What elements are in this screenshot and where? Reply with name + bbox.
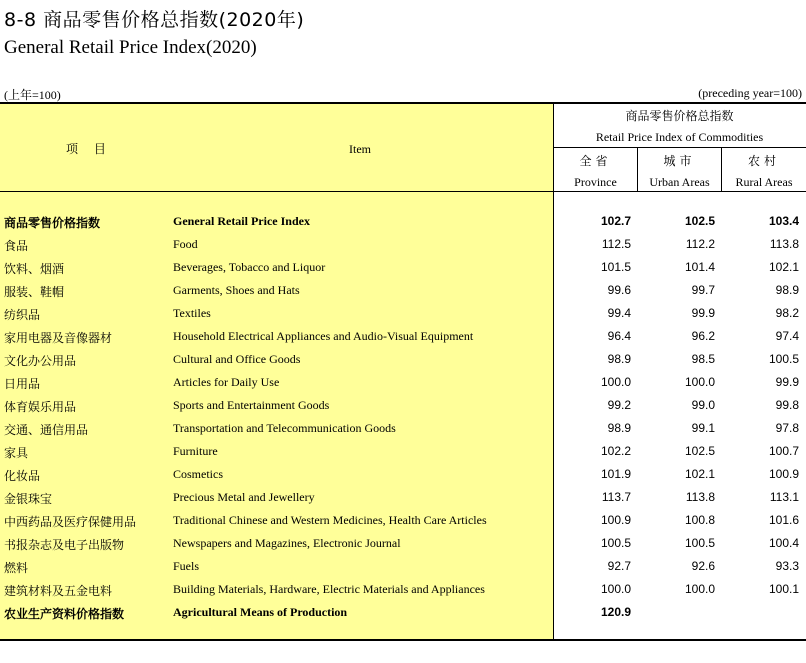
row-label-cn: 交通、通信用品 — [4, 423, 89, 437]
row-label-en: Traditional Chinese and Western Medicines, Health Care Articles — [173, 513, 487, 527]
header-group-en: Retail Price Index of Commodities — [595, 130, 764, 144]
value-rural: 100.5 — [768, 352, 799, 366]
value-rural: 102.1 — [768, 260, 799, 274]
row-label-en: Newspapers and Magazines, Electronic Journal — [173, 536, 401, 550]
value-urban: 102.1 — [684, 467, 715, 481]
row-label-cn: 中西药品及医疗保健用品 — [4, 515, 137, 529]
row-label-en: General Retail Price Index — [173, 214, 310, 228]
value-province: 98.9 — [607, 352, 631, 366]
row-label-en: Textiles — [173, 306, 211, 320]
value-urban: 99.7 — [691, 283, 715, 297]
row-label-en: Sports and Entertainment Goods — [173, 398, 330, 412]
table-row — [0, 394, 806, 417]
header-bottom-rule — [0, 191, 806, 192]
header-item-en: Item — [349, 142, 371, 156]
header-province-cn: 全省 — [579, 154, 612, 168]
value-rural: 113.1 — [769, 490, 799, 504]
row-label-cn: 燃料 — [4, 561, 29, 575]
value-rural: 97.8 — [775, 421, 799, 435]
value-province: 120.9 — [600, 605, 631, 619]
value-urban: 99.1 — [691, 421, 715, 435]
value-province: 112.5 — [601, 237, 631, 251]
row-label-cn: 建筑材料及五金电料 — [4, 584, 113, 598]
value-rural: 100.4 — [768, 536, 799, 550]
table-row — [0, 279, 806, 302]
value-province: 102.7 — [600, 214, 631, 228]
value-province: 101.9 — [600, 467, 631, 481]
row-label-en: Garments, Shoes and Hats — [173, 283, 300, 297]
row-label-en: Cultural and Office Goods — [173, 352, 301, 366]
value-province: 101.5 — [600, 260, 631, 274]
row-label-en: Agricultural Means of Production — [173, 605, 348, 619]
value-urban: 113.8 — [685, 490, 715, 504]
row-label-cn: 化妆品 — [4, 469, 41, 483]
page-title-cn: 8-8 商品零售价格总指数(2020年) — [4, 9, 305, 31]
row-label-cn: 家具 — [4, 446, 29, 460]
table-row — [0, 463, 806, 486]
table-row — [0, 578, 806, 601]
table-row — [0, 417, 806, 440]
row-label-cn: 食品 — [4, 239, 29, 253]
table-row — [0, 233, 806, 256]
table-row — [0, 210, 806, 233]
table-row — [0, 348, 806, 371]
table-row — [0, 302, 806, 325]
value-province: 92.7 — [607, 559, 631, 573]
table-row — [0, 440, 806, 463]
value-urban: 96.2 — [691, 329, 715, 343]
value-rural: 98.2 — [775, 306, 799, 320]
row-label-cn: 农业生产资料价格指数 — [4, 607, 125, 621]
row-label-cn: 日用品 — [4, 377, 41, 391]
row-label-en: Precious Metal and Jewellery — [173, 490, 315, 504]
value-urban: 100.5 — [684, 536, 715, 550]
value-rural: 97.4 — [775, 329, 799, 343]
value-urban: 112.2 — [685, 237, 715, 251]
row-label-cn: 金银珠宝 — [4, 492, 53, 506]
row-label-en: Furniture — [173, 444, 218, 458]
value-rural: 100.1 — [768, 582, 799, 596]
row-label-cn: 书报杂志及电子出版物 — [4, 538, 125, 552]
unit-note-cn: (上年=100) — [4, 88, 61, 102]
table-row — [0, 325, 806, 348]
row-label-cn: 服装、鞋帽 — [4, 285, 65, 299]
value-province: 100.0 — [600, 375, 631, 389]
value-rural: 100.9 — [768, 467, 799, 481]
value-rural: 99.9 — [775, 375, 799, 389]
row-label-en: Fuels — [173, 559, 200, 573]
row-label-en: Beverages, Tobacco and Liquor — [173, 260, 326, 274]
row-label-cn: 家用电器及音像器材 — [4, 331, 113, 345]
table-row — [0, 532, 806, 555]
value-province: 99.2 — [607, 398, 631, 412]
header-rural-en: Rural Areas — [735, 175, 793, 189]
row-label-cn: 商品零售价格指数 — [4, 216, 101, 230]
value-rural: 98.9 — [775, 283, 799, 297]
value-urban: 98.5 — [691, 352, 715, 366]
group-header-rule — [553, 147, 806, 148]
value-province: 113.7 — [601, 490, 631, 504]
value-urban: 99.0 — [691, 398, 715, 412]
row-label-en: Food — [173, 237, 198, 251]
value-urban: 100.0 — [684, 375, 715, 389]
table-row — [0, 486, 806, 509]
value-rural: 113.8 — [769, 237, 799, 251]
row-label-en: Articles for Daily Use — [173, 375, 280, 389]
value-urban: 102.5 — [684, 444, 715, 458]
row-label-cn: 饮料、烟酒 — [4, 262, 65, 276]
page-title-en: General Retail Price Index(2020) — [4, 37, 257, 58]
value-rural: 101.6 — [768, 513, 799, 527]
unit-note-en: (preceding year=100) — [698, 86, 802, 100]
value-rural: 100.7 — [768, 444, 799, 458]
header-group-cn: 商品零售价格总指数 — [625, 109, 734, 123]
table-row — [0, 601, 806, 624]
row-label-en: Household Electrical Appliances and Audio-Visual Equipment — [173, 329, 474, 343]
value-urban: 100.8 — [684, 513, 715, 527]
value-province: 100.0 — [600, 582, 631, 596]
table-bottom-rule — [0, 639, 806, 641]
row-label-en: Building Materials, Hardware, Electric Materials and Appliances — [173, 582, 485, 596]
value-province: 100.5 — [600, 536, 631, 550]
value-province: 96.4 — [607, 329, 631, 343]
value-province: 102.2 — [600, 444, 631, 458]
header-rural-cn: 农村 — [747, 154, 780, 168]
table-row — [0, 371, 806, 394]
value-urban: 101.4 — [684, 260, 715, 274]
header-item-cn: 项 目 — [66, 142, 112, 156]
value-rural: 103.4 — [768, 214, 799, 228]
row-label-cn: 体育娱乐用品 — [4, 400, 77, 414]
value-urban: 100.0 — [684, 582, 715, 596]
table-row — [0, 256, 806, 279]
header-province-en: Province — [574, 175, 617, 189]
value-province: 98.9 — [607, 421, 631, 435]
value-province: 99.6 — [607, 283, 631, 297]
value-province: 99.4 — [607, 306, 631, 320]
value-rural: 99.8 — [775, 398, 799, 412]
value-urban: 99.9 — [691, 306, 715, 320]
value-province: 100.9 — [600, 513, 631, 527]
value-urban: 102.5 — [684, 214, 715, 228]
header-urban-cn: 城市 — [663, 154, 696, 168]
row-label-cn: 文化办公用品 — [4, 354, 77, 368]
table-row — [0, 509, 806, 532]
header-urban-en: Urban Areas — [649, 175, 710, 189]
row-label-en: Cosmetics — [173, 467, 223, 481]
table-row — [0, 555, 806, 578]
value-urban: 92.6 — [691, 559, 715, 573]
value-rural: 93.3 — [775, 559, 799, 573]
table-top-rule — [0, 102, 806, 104]
row-label-cn: 纺织品 — [4, 308, 41, 322]
row-label-en: Transportation and Telecommunication Goods — [173, 421, 396, 435]
